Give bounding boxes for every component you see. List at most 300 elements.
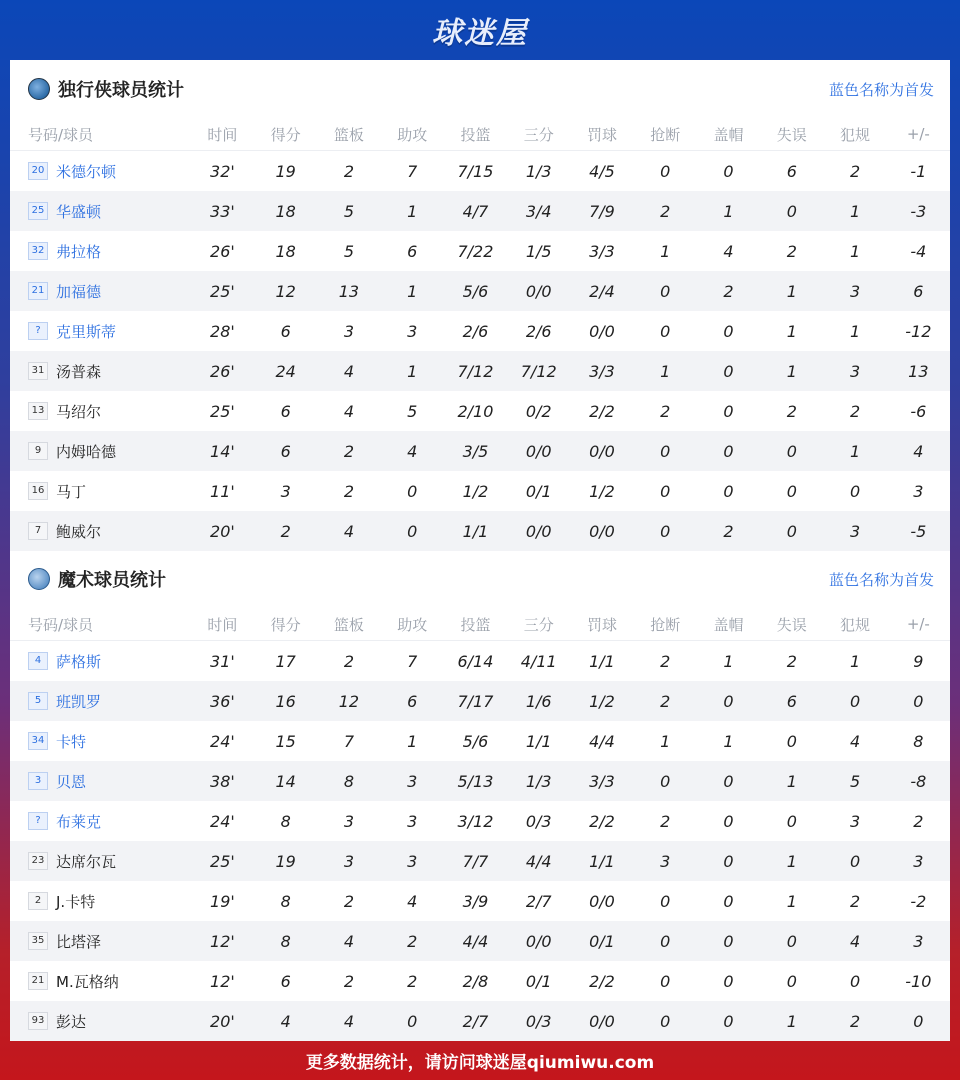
stat-cell: 2 xyxy=(317,151,380,192)
player-cell[interactable] xyxy=(10,231,191,271)
column-header: 犯规 xyxy=(840,615,871,634)
stat-cell: 2 xyxy=(634,641,697,682)
stat-cell: 36' xyxy=(191,681,254,721)
jersey-number: 7 xyxy=(28,522,48,540)
stat-cell: 3 xyxy=(823,511,886,551)
stat-cell: 2 xyxy=(823,391,886,431)
stat-cell: -2 xyxy=(887,881,950,921)
stat-cell: 1 xyxy=(760,761,823,801)
stat-cell: 0 xyxy=(697,801,760,841)
stat-cell: -12 xyxy=(887,311,950,351)
stat-cell: 0/0 xyxy=(507,271,570,311)
table-header-row xyxy=(10,118,950,151)
stat-cell: 24' xyxy=(191,801,254,841)
table-row[interactable] xyxy=(10,681,950,721)
jersey-number: ? xyxy=(28,322,48,340)
player-name[interactable]: 马丁 xyxy=(56,482,87,501)
stat-cell: 0 xyxy=(634,471,697,511)
stat-cell: 2 xyxy=(254,511,317,551)
stat-cell: 2 xyxy=(697,271,760,311)
stat-cell: 7/12 xyxy=(444,351,507,391)
stat-cell: 0 xyxy=(760,801,823,841)
stat-cell: 2/2 xyxy=(570,801,633,841)
player-cell[interactable] xyxy=(10,391,191,431)
stat-cell: 1 xyxy=(823,191,886,231)
column-header: 号码/球员 xyxy=(28,615,94,634)
stat-cell: 0 xyxy=(760,191,823,231)
team-section-magic xyxy=(10,550,950,1041)
stat-cell: 4 xyxy=(697,231,760,271)
stat-cell: 0/0 xyxy=(570,1001,633,1041)
section-title-text: 独行侠球员统计 xyxy=(58,80,184,101)
stat-cell: 24' xyxy=(191,721,254,761)
stat-cell: 15 xyxy=(254,721,317,761)
column-header: 失误 xyxy=(776,615,807,634)
jersey-number: 21 xyxy=(28,282,48,300)
player-name[interactable]: 萨格斯 xyxy=(56,652,102,671)
stat-cell: 4 xyxy=(381,881,444,921)
stat-cell: 0/0 xyxy=(570,511,633,551)
table-row[interactable] xyxy=(10,151,950,192)
player-cell[interactable] xyxy=(10,151,191,192)
column-header: 投篮 xyxy=(460,615,491,634)
table-header-row xyxy=(10,608,950,641)
stat-cell: 20' xyxy=(191,1001,254,1041)
column-header: 罚球 xyxy=(586,615,617,634)
stat-cell: 6 xyxy=(381,231,444,271)
stat-cell: 2/6 xyxy=(444,311,507,351)
player-cell[interactable] xyxy=(10,641,191,682)
stat-cell: 1 xyxy=(697,641,760,682)
stat-cell: 1/3 xyxy=(507,761,570,801)
stat-cell: 1 xyxy=(823,311,886,351)
stat-cell: 1/2 xyxy=(570,471,633,511)
jersey-number: 21 xyxy=(28,972,48,990)
player-cell[interactable] xyxy=(10,471,191,511)
stat-cell: 6 xyxy=(887,271,950,311)
stat-cell: 0 xyxy=(823,471,886,511)
stat-cell: 5/6 xyxy=(444,721,507,761)
stat-cell: 4/7 xyxy=(444,191,507,231)
stat-cell: 7/7 xyxy=(444,841,507,881)
stat-cell: 24 xyxy=(254,351,317,391)
stat-cell: 6 xyxy=(254,391,317,431)
column-header: 罚球 xyxy=(586,125,617,144)
stat-cell: 4 xyxy=(823,921,886,961)
column-header: 时间 xyxy=(207,615,238,634)
jersey-number: 32 xyxy=(28,242,48,260)
jersey-number: 9 xyxy=(28,442,48,460)
stat-cell: 1 xyxy=(823,431,886,471)
stat-cell: 2/10 xyxy=(444,391,507,431)
stat-cell: 4 xyxy=(317,921,380,961)
stat-cell: 3 xyxy=(823,351,886,391)
table-row[interactable] xyxy=(10,191,950,231)
stat-cell: 1 xyxy=(634,231,697,271)
stat-cell: 4 xyxy=(823,721,886,761)
stat-cell: 0 xyxy=(760,431,823,471)
table-row[interactable] xyxy=(10,881,950,921)
player-cell[interactable] xyxy=(10,351,191,391)
stat-cell: 0 xyxy=(823,961,886,1001)
stat-cell: 1 xyxy=(760,881,823,921)
player-cell[interactable] xyxy=(10,511,191,551)
stat-cell: 26' xyxy=(191,351,254,391)
player-name[interactable]: 加福德 xyxy=(56,282,102,301)
player-name[interactable]: 内姆哈德 xyxy=(56,442,117,461)
table-row[interactable] xyxy=(10,471,950,511)
table-row[interactable] xyxy=(10,641,950,682)
stat-cell: 0/3 xyxy=(507,1001,570,1041)
column-header: 时间 xyxy=(207,125,238,144)
stat-cell: 3/9 xyxy=(444,881,507,921)
jersey-number: 20 xyxy=(28,162,48,180)
stat-cell: 6 xyxy=(254,311,317,351)
stat-cell: 2 xyxy=(823,151,886,192)
column-header: 号码/球员 xyxy=(28,125,94,144)
column-header: 盖帽 xyxy=(713,125,744,144)
stat-cell: 8 xyxy=(254,801,317,841)
stat-cell: 2/7 xyxy=(444,1001,507,1041)
jersey-number: 31 xyxy=(28,362,48,380)
player-name[interactable]: 米德尔顿 xyxy=(56,162,117,181)
stat-cell: 0/1 xyxy=(507,961,570,1001)
stat-cell: 3 xyxy=(381,801,444,841)
stat-cell: 4 xyxy=(317,1001,380,1041)
stat-cell: 0 xyxy=(634,271,697,311)
stat-cell: 3 xyxy=(823,801,886,841)
stat-cell: 2 xyxy=(381,921,444,961)
stat-cell: 0/0 xyxy=(507,511,570,551)
magic-logo-icon xyxy=(28,568,50,590)
stat-cell: 0 xyxy=(823,681,886,721)
stat-cell: 7 xyxy=(381,151,444,192)
player-stats-table xyxy=(10,608,950,1041)
player-name[interactable]: 马绍尔 xyxy=(56,402,102,421)
stat-cell: 4 xyxy=(381,431,444,471)
stat-cell: -10 xyxy=(887,961,950,1001)
player-name[interactable]: 克里斯蒂 xyxy=(56,322,117,341)
table-row[interactable] xyxy=(10,841,950,881)
stat-cell: 3 xyxy=(317,801,380,841)
stat-cell: 1 xyxy=(760,841,823,881)
stat-cell: 0 xyxy=(887,1001,950,1041)
stat-cell: 2 xyxy=(823,881,886,921)
column-header: 篮板 xyxy=(333,615,364,634)
stat-cell: 3 xyxy=(381,761,444,801)
player-name[interactable]: 彭达 xyxy=(56,1012,87,1031)
table-row[interactable] xyxy=(10,961,950,1001)
stat-cell: 3/3 xyxy=(570,761,633,801)
stat-cell: 12' xyxy=(191,961,254,1001)
team-section-mavericks xyxy=(10,60,950,551)
player-name[interactable]: 汤普森 xyxy=(56,362,102,381)
section-header xyxy=(10,60,950,118)
jersey-number: 23 xyxy=(28,852,48,870)
stat-cell: 0 xyxy=(634,311,697,351)
stat-cell: 1/2 xyxy=(444,471,507,511)
table-row[interactable] xyxy=(10,721,950,761)
player-name[interactable]: J.卡特 xyxy=(56,892,96,911)
jersey-number: 4 xyxy=(28,652,48,670)
stat-cell: -6 xyxy=(887,391,950,431)
column-header: +/- xyxy=(906,125,930,143)
stat-cell: 0 xyxy=(760,961,823,1001)
player-cell[interactable] xyxy=(10,841,191,881)
table-row[interactable] xyxy=(10,801,950,841)
stat-cell: 9 xyxy=(887,641,950,682)
stat-cell: 0/1 xyxy=(570,921,633,961)
table-row[interactable] xyxy=(10,511,950,551)
stat-cell: 0 xyxy=(697,1001,760,1041)
stat-cell: 4/4 xyxy=(507,841,570,881)
stat-cell: 0 xyxy=(823,841,886,881)
stat-cell: 2 xyxy=(760,231,823,271)
stat-cell: 6 xyxy=(381,681,444,721)
stat-cell: 0/0 xyxy=(570,431,633,471)
stat-cell: 19 xyxy=(254,841,317,881)
stat-cell: 5 xyxy=(317,191,380,231)
stat-cell: 7 xyxy=(317,721,380,761)
stat-cell: 2/2 xyxy=(570,961,633,1001)
stat-cell: 12 xyxy=(254,271,317,311)
player-cell[interactable] xyxy=(10,921,191,961)
stat-cell: 5/13 xyxy=(444,761,507,801)
column-header: 助攻 xyxy=(397,615,428,634)
stat-cell: 1 xyxy=(381,351,444,391)
stat-cell: 4 xyxy=(887,431,950,471)
column-header: 抢断 xyxy=(650,125,681,144)
stat-cell: 2/7 xyxy=(507,881,570,921)
stat-cell: 1/2 xyxy=(570,681,633,721)
stat-cell: 5 xyxy=(381,391,444,431)
stat-cell: 0 xyxy=(697,471,760,511)
stat-cell: 13 xyxy=(887,351,950,391)
player-cell[interactable] xyxy=(10,681,191,721)
stat-cell: 19' xyxy=(191,881,254,921)
stat-cell: -1 xyxy=(887,151,950,192)
stat-cell: 0 xyxy=(634,1001,697,1041)
stat-cell: 0 xyxy=(634,881,697,921)
site-logo: 球迷屋 xyxy=(432,16,528,51)
stat-cell: 26' xyxy=(191,231,254,271)
table-row[interactable] xyxy=(10,1001,950,1041)
stat-cell: 6 xyxy=(760,681,823,721)
player-name[interactable]: 华盛顿 xyxy=(56,202,102,221)
stat-cell: 0/0 xyxy=(570,311,633,351)
stat-cell: 2 xyxy=(760,391,823,431)
table-row[interactable] xyxy=(10,351,950,391)
jersey-number: 93 xyxy=(28,1012,48,1030)
stat-cell: 4 xyxy=(254,1001,317,1041)
stat-cell: 3 xyxy=(887,841,950,881)
stat-cell: 0/2 xyxy=(507,391,570,431)
stat-cell: 17 xyxy=(254,641,317,682)
stat-cell: 18 xyxy=(254,191,317,231)
stat-cell: 4/5 xyxy=(570,151,633,192)
stat-cell: 1 xyxy=(697,191,760,231)
stat-cell: 5 xyxy=(317,231,380,271)
stat-cell: 33' xyxy=(191,191,254,231)
stat-cell: 12 xyxy=(317,681,380,721)
player-name[interactable]: M.瓦格纳 xyxy=(56,972,119,991)
player-cell[interactable] xyxy=(10,801,191,841)
stat-cell: 3 xyxy=(254,471,317,511)
section-title xyxy=(28,76,184,102)
stat-cell: 6 xyxy=(254,961,317,1001)
jersey-number: 16 xyxy=(28,482,48,500)
stat-cell: 6 xyxy=(760,151,823,192)
stat-cell: 0 xyxy=(634,431,697,471)
stat-cell: 31' xyxy=(191,641,254,682)
player-cell[interactable] xyxy=(10,761,191,801)
stat-cell: 1 xyxy=(760,271,823,311)
table-row[interactable] xyxy=(10,271,950,311)
player-name[interactable]: 鲍威尔 xyxy=(56,522,102,541)
jersey-number: 2 xyxy=(28,892,48,910)
stat-cell: 4/11 xyxy=(507,641,570,682)
stat-cell: 0 xyxy=(697,151,760,192)
stat-cell: 7/15 xyxy=(444,151,507,192)
section-title-text: 魔术球员统计 xyxy=(58,570,166,591)
stat-cell: 6/14 xyxy=(444,641,507,682)
stat-cell: 25' xyxy=(191,391,254,431)
footer-link[interactable]: 更多数据统计，请访问球迷屋qiumiwu.com xyxy=(305,1052,655,1073)
player-name[interactable]: 贝恩 xyxy=(56,772,87,791)
stat-cell: 3 xyxy=(887,471,950,511)
stat-cell: 2/6 xyxy=(507,311,570,351)
stat-cell: 0 xyxy=(634,921,697,961)
stat-cell: 1 xyxy=(823,231,886,271)
player-cell[interactable] xyxy=(10,961,191,1001)
stat-cell: 0 xyxy=(634,151,697,192)
stat-cell: 25' xyxy=(191,271,254,311)
stat-cell: 0/1 xyxy=(507,471,570,511)
player-cell[interactable] xyxy=(10,1001,191,1041)
stat-cell: 3/3 xyxy=(570,351,633,391)
stat-cell: 28' xyxy=(191,311,254,351)
jersey-number: 35 xyxy=(28,932,48,950)
table-row[interactable] xyxy=(10,231,950,271)
stat-cell: 3/12 xyxy=(444,801,507,841)
stat-cell: 2 xyxy=(697,511,760,551)
table-row[interactable] xyxy=(10,921,950,961)
stat-cell: 0 xyxy=(697,921,760,961)
player-name[interactable]: 卡特 xyxy=(56,732,87,751)
stat-cell: 6 xyxy=(254,431,317,471)
stat-cell: 2 xyxy=(760,641,823,682)
stat-cell: 2 xyxy=(634,191,697,231)
column-header: 三分 xyxy=(523,615,554,634)
stat-cell: 2 xyxy=(634,801,697,841)
stat-cell: 2 xyxy=(317,881,380,921)
stat-cell: 1/1 xyxy=(507,721,570,761)
column-header: 投篮 xyxy=(460,125,491,144)
stat-cell: 13 xyxy=(317,271,380,311)
stat-cell: 2 xyxy=(381,961,444,1001)
stat-cell: 8 xyxy=(254,881,317,921)
stat-cell: 1/1 xyxy=(570,641,633,682)
stat-cell: 1 xyxy=(697,721,760,761)
stat-cell: 0 xyxy=(381,511,444,551)
stat-cell: 4 xyxy=(317,351,380,391)
stat-cell: 0/0 xyxy=(507,921,570,961)
stat-cell: 1/1 xyxy=(570,841,633,881)
mavericks-logo-icon xyxy=(28,78,50,100)
player-name[interactable]: 班凯罗 xyxy=(56,692,102,711)
player-cell[interactable] xyxy=(10,721,191,761)
player-cell[interactable] xyxy=(10,271,191,311)
stat-cell: 0 xyxy=(634,961,697,1001)
column-header: 抢断 xyxy=(650,615,681,634)
stat-cell: 1 xyxy=(381,271,444,311)
stat-cell: 1 xyxy=(381,721,444,761)
table-row[interactable] xyxy=(10,431,950,471)
stat-cell: 0 xyxy=(760,721,823,761)
stat-cell: 25' xyxy=(191,841,254,881)
player-cell[interactable] xyxy=(10,191,191,231)
section-header xyxy=(10,550,950,608)
stat-cell: -4 xyxy=(887,231,950,271)
stat-cell: 7/17 xyxy=(444,681,507,721)
jersey-number: 13 xyxy=(28,402,48,420)
stat-cell: 1/6 xyxy=(507,681,570,721)
stat-cell: 3 xyxy=(317,841,380,881)
player-name[interactable]: 达席尔瓦 xyxy=(56,852,117,871)
section-title xyxy=(28,566,166,592)
stat-cell: 0 xyxy=(760,471,823,511)
stat-cell: 5/6 xyxy=(444,271,507,311)
player-name[interactable]: 弗拉格 xyxy=(56,242,102,261)
stat-cell: 2 xyxy=(317,431,380,471)
stat-cell: 0 xyxy=(697,391,760,431)
stat-cell: 3/5 xyxy=(444,431,507,471)
table-row[interactable] xyxy=(10,761,950,801)
stat-cell: 3 xyxy=(887,921,950,961)
stat-cell: 2/4 xyxy=(570,271,633,311)
column-header: 失误 xyxy=(776,125,807,144)
player-cell[interactable] xyxy=(10,431,191,471)
player-cell[interactable] xyxy=(10,311,191,351)
stat-cell: 7/22 xyxy=(444,231,507,271)
stat-cell: 2/8 xyxy=(444,961,507,1001)
player-name[interactable]: 布莱克 xyxy=(56,812,102,831)
stat-cell: 5 xyxy=(823,761,886,801)
jersey-number: 25 xyxy=(28,202,48,220)
column-header: 助攻 xyxy=(397,125,428,144)
starter-note: 蓝色名称为首发 xyxy=(828,570,934,589)
starter-note: 蓝色名称为首发 xyxy=(828,80,934,99)
table-row[interactable] xyxy=(10,311,950,351)
stat-cell: 0 xyxy=(697,351,760,391)
stat-cell: 3/3 xyxy=(570,231,633,271)
stat-cell: 0 xyxy=(760,921,823,961)
stat-cell: 20' xyxy=(191,511,254,551)
stat-cell: 0 xyxy=(697,431,760,471)
column-header: 篮板 xyxy=(333,125,364,144)
stat-cell: 0/0 xyxy=(570,881,633,921)
stat-cell: 0 xyxy=(697,681,760,721)
stat-cell: 0 xyxy=(697,761,760,801)
player-cell[interactable] xyxy=(10,881,191,921)
player-name[interactable]: 比塔泽 xyxy=(56,932,102,951)
stat-cell: 1/5 xyxy=(507,231,570,271)
table-row[interactable] xyxy=(10,391,950,431)
stat-cell: 14 xyxy=(254,761,317,801)
stat-cell: 32' xyxy=(191,151,254,192)
stat-cell: 1 xyxy=(381,191,444,231)
stat-cell: 0 xyxy=(634,511,697,551)
